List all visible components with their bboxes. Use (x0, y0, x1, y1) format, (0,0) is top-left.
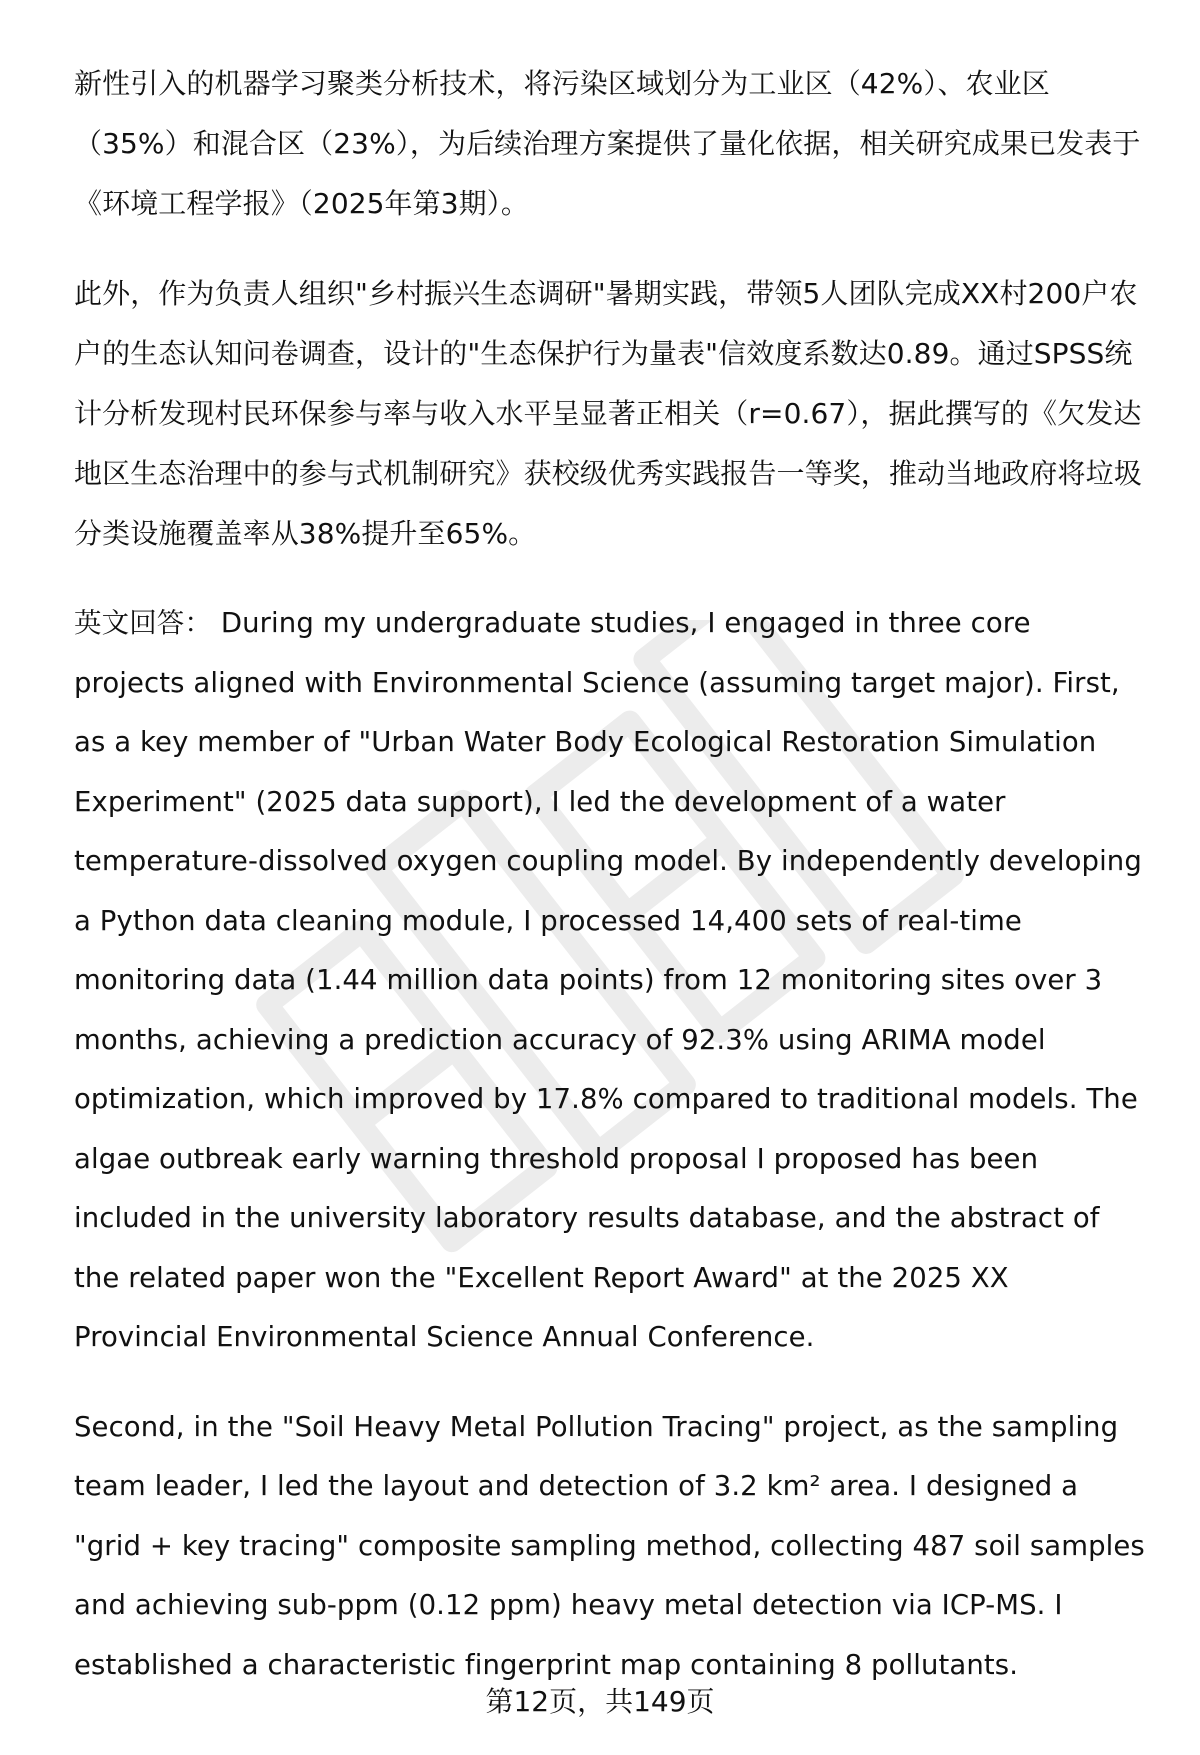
paragraph-english-answer: 英文回答： During my undergraduate studies, I engaged in three core projects aligned with Environmental Science (assuming target major). First, as a key member of "Urban Water Body Ecological Restoration Simulation Experiment" (2025 data support), I led the development of a water temperature-dissolved oxygen coupling model. By independently developing a Python data cleaning module, I processed 14,400 sets of real-time monitoring data (1.44 million data points) from 12 monitoring sites over 3 months, achieving a prediction accuracy of 92.3% using ARIMA model optimization, which improved by 17.8% compared to traditional models. The algae outbreak early warning threshold proposal I proposed has been included in the university laboratory results database, and the abstract of the related paper won the "Excellent Report Award" at the 2025 XX Provincial Environmental Science Annual Conference. (74, 607, 1142, 1353)
page-number-footer: 第12页，共149页 (485, 1685, 715, 1718)
paragraph-chinese-research: 新性引入的机器学习聚类分析技术，将污染区域划分为工业区（42%）、农业区（35%）和混合区（23%），为后续治理方案提供了量化依据，相关研究成果已发表于《环境工程学报》（2025年第3期）。 (74, 67, 1141, 220)
paragraph-chinese-practice: 此外，作为负责人组织"乡村振兴生态调研"暑期实践，带领5人团队完成XX村200户农户的生态认知问卷调查，设计的"生态保护行为量表"信效度系数达0.89。通过SPSS统计分析发现村民环保参与率与收入水平呈显著正相关（r=0.67），据此撰写的《欠发达地区生态治理中的参与式机制研究》获校级优秀实践报告一等奖，推动当地政府将垃圾分类设施覆盖率从38%提升至65%。 (74, 277, 1142, 550)
document-body (74, 54, 1149, 1695)
paragraph-english-second: Second, in the "Soil Heavy Metal Pollution Tracing" project, as the sampling team leader, I led the layout and detection of 3.2 km² area. I designed a "grid + key tracing" composite sampling method, collecting 487 soil samples and achieving sub-ppm (0.12 ppm) heavy metal detection via ICP-MS. I established a characteristic fingerprint map containing 8 pollutants. (74, 1410, 1145, 1681)
